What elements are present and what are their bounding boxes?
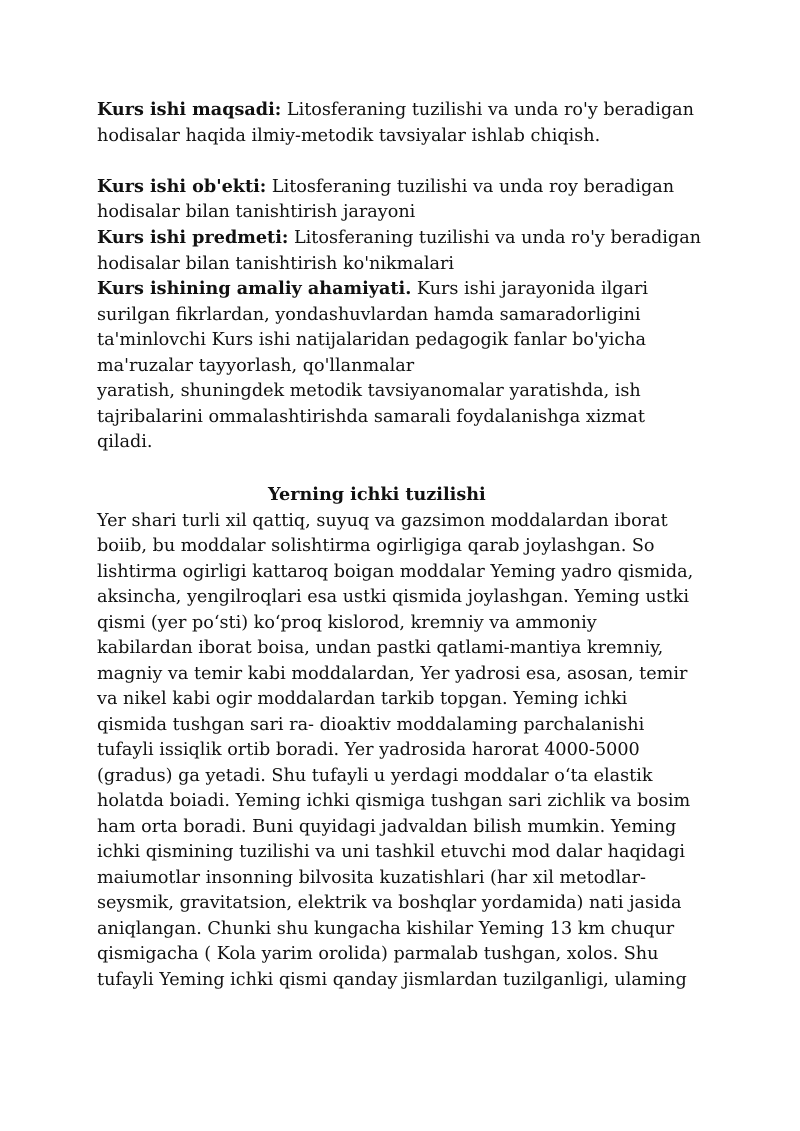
subject-line-2: hodisalar bilan tanishtirish ko'nikmalari bbox=[97, 254, 454, 274]
body-line-10: tufayli issiqlik ortib boradi. Yer yadrosida harorat 4000-5000 bbox=[97, 740, 640, 760]
body-line-8: va nikel kabi ogir moddalardan tarkib topgan. Yeming ichki bbox=[97, 689, 628, 709]
body-line-16: seysmik, gravitatsion, elektrik va boshqlar yordamida) nati jasida bbox=[97, 893, 682, 913]
significance-line-4: ma'ruzalar tayyorlash, qo'llanmalar bbox=[97, 356, 415, 376]
object-line-2: hodisalar bilan tanishtirish jarayoni bbox=[97, 202, 416, 222]
section-title: Yerning ichki tuzilishi bbox=[268, 484, 486, 505]
goal-line-1 bbox=[97, 97, 694, 123]
body-line-4: aksincha, yengilroqlari esa ustki qismida joylashgan. Yeming ustki bbox=[97, 587, 690, 607]
object-label: Kurs ishi ob'ekti: bbox=[97, 176, 267, 197]
body-line-12: holatda boiadi. Yeming ichki qismiga tushgan sari zichlik va bosim bbox=[97, 791, 691, 811]
significance-line-5: yaratish, shuningdek metodik tavsiyanomalar yaratishda, ish bbox=[97, 381, 641, 401]
subject-line-1 bbox=[97, 225, 701, 251]
body-line-14: ichki qismining tuzilishi va uni tashkil etuvchi mod dalar haqidagi bbox=[97, 842, 686, 862]
significance-line-2: surilgan fikrlardan, yondashuvlardan hamda samaradorligini bbox=[97, 305, 641, 325]
significance-line-1 bbox=[97, 276, 648, 302]
body-line-9: qismida tushgan sari ra- dioaktiv moddalaming parchalanishi bbox=[97, 715, 645, 735]
goal-label: Kurs ishi maqsadi: bbox=[97, 99, 282, 120]
body-line-19: tufayli Yeming ichki qismi qanday jismlardan tuzilganligi, ulaming bbox=[97, 970, 687, 990]
body-line-7: magniy va temir kabi moddalardan, Yer yadrosi esa, asosan, temir bbox=[97, 664, 688, 684]
significance-text: Kurs ishi jarayonida ilgari bbox=[411, 279, 648, 299]
goal-line-2: hodisalar haqida ilmiy-metodik tavsiyalar ishlab chiqish. bbox=[97, 126, 601, 146]
body-line-11: (gradus) ga yetadi. Shu tufayli u yerdagi moddalar o‘ta elastik bbox=[97, 766, 653, 786]
subject-label: Kurs ishi predmeti: bbox=[97, 227, 289, 248]
body-line-17: aniqlangan. Chunki shu kungacha kishilar Yeming 13 km chuqur bbox=[97, 919, 675, 939]
object-text: Litosferaning tuzilishi va unda roy beradigan bbox=[266, 177, 675, 197]
body-line-1: Yer shari turli xil qattiq, suyuq va gazsimon moddalardan iborat bbox=[97, 511, 668, 531]
significance-line-3: ta'minlovchi Kurs ishi natijalaridan pedagogik fanlar bo'yicha bbox=[97, 330, 647, 350]
body-line-3: lishtirma ogirligi kattaroq boigan moddalar Yeming yadro qismida, bbox=[97, 562, 694, 582]
body-line-5: qismi (yer po‘sti) ko‘proq kislorod, kremniy va ammoniy bbox=[97, 613, 597, 633]
subject-text: Litosferaning tuzilishi va unda ro'y beradigan bbox=[288, 228, 702, 248]
goal-text: Litosferaning tuzilishi va unda ro'y beradigan bbox=[281, 100, 694, 120]
body-line-18: qismigacha ( Kola yarim orolida) parmalab tushgan, xolos. Shu bbox=[97, 944, 659, 964]
body-line-13: ham orta boradi. Buni quyidagi jadvaldan bilish mumkin. Yeming bbox=[97, 817, 677, 837]
significance-line-7: qiladi. bbox=[97, 432, 153, 452]
significance-line-6: tajribalarini ommalashtirishda samarali foydalanishga xizmat bbox=[97, 407, 645, 427]
object-line-1 bbox=[97, 174, 674, 200]
body-line-6: kabilardan iborat boisa, undan pastki qatlami-mantiya kremniy, bbox=[97, 638, 664, 658]
body-line-2: boiib, bu moddalar solishtirma ogirligiga qarab joylashgan. So bbox=[97, 536, 655, 556]
significance-label: Kurs ishining amaliy ahamiyati. bbox=[97, 278, 412, 299]
body-line-15: maiumotlar insonning bilvosita kuzatishlari (har xil metodlar- bbox=[97, 868, 647, 888]
